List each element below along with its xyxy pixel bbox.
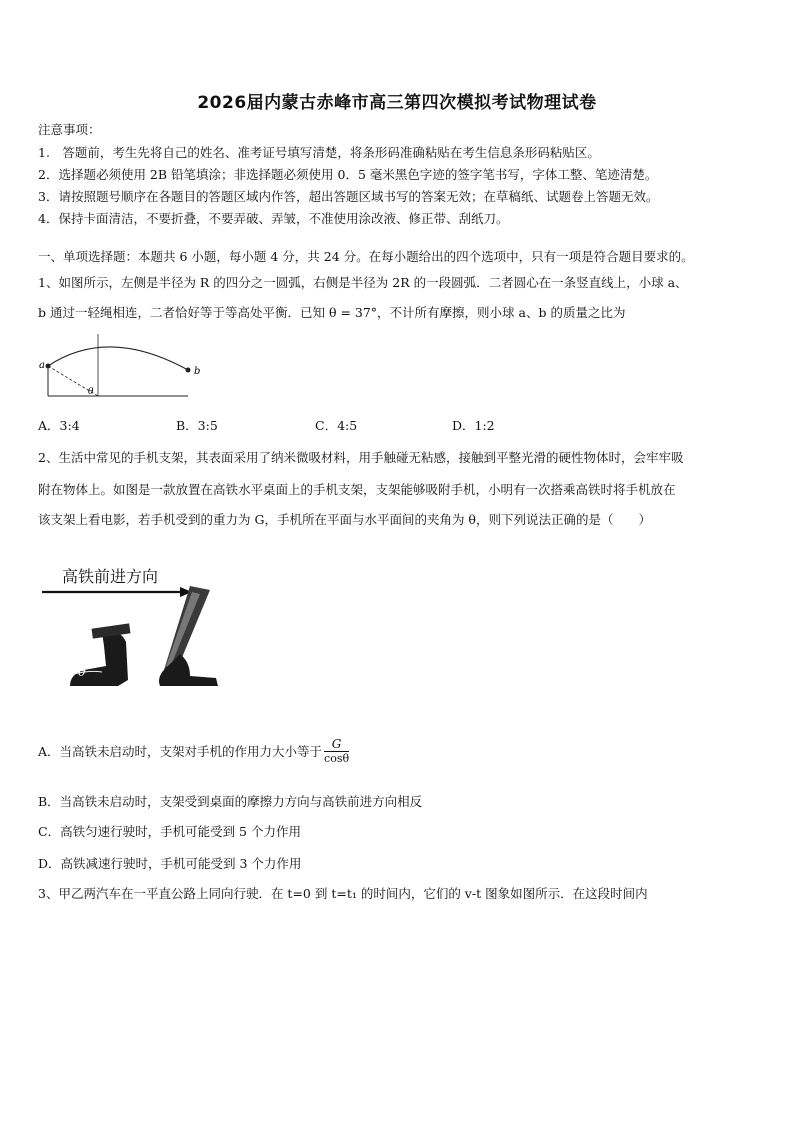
q2-option-c: C．高铁匀速行驶时，手机可能受到 5 个力作用 bbox=[38, 824, 301, 839]
notice-item-1: 1. 答题前，考生先将自己的姓名、准考证号填写清楚，将条形码准确粘贴在考生信息条形码粘贴区。 bbox=[38, 145, 600, 160]
notice-heading: 注意事项： bbox=[38, 122, 101, 137]
q1-option-d: D．1:2 bbox=[452, 418, 495, 433]
q2-phone-stand-figure bbox=[40, 562, 240, 702]
q2-text-line-2: 附在物体上。如图是一款放置在高铁水平桌面上的手机支架，支架能够吸附手机，小明有一次搭乘高铁时将手机放在 bbox=[38, 482, 676, 497]
ball-b bbox=[186, 368, 191, 373]
fraction-denominator: cosθ bbox=[324, 752, 350, 765]
notice-item-3: 3．请按照题号顺序在各题目的答题区域内作答，超出答题区域书写的答案无效；在草稿纸、试题卷上答题无效。 bbox=[38, 189, 659, 204]
q2-text-line-1: 2、生活中常见的手机支架，其表面采用了纳米微吸材料，用手触碰无粘感，接触到平整光滑的硬性物体时，会牢牢吸 bbox=[38, 450, 684, 465]
label-b: b bbox=[194, 366, 201, 377]
q1-option-b: B．3:5 bbox=[176, 418, 218, 433]
fraction-g-over-cos bbox=[324, 737, 349, 765]
q3-text-line-1: 3、甲乙两汽车在一平直公路上同向行驶．在 t=0 到 t=t₁ 的时间内，它们的 v-t 图象如图所示．在这段时间内 bbox=[38, 886, 648, 901]
q2-text-line-3: 该支架上看电影，若手机受到的重力为 G，手机所在平面与水平面间的夹角为 θ，则下列说法正确的是（ ） bbox=[38, 512, 651, 527]
label-a: a bbox=[39, 360, 45, 371]
notice-item-4: 4．保持卡面清洁，不要折叠，不要弄破、弄皱，不准使用涂改液、修正带、刮纸刀。 bbox=[38, 211, 509, 226]
q1-arc-figure bbox=[38, 332, 218, 400]
label-theta: θ bbox=[88, 387, 94, 397]
fig-theta-label: θ bbox=[78, 665, 86, 680]
page-title: 2026届内蒙古赤峰市高三第四次模拟考试物理试卷 bbox=[197, 93, 597, 113]
q2-option-b: B．当高铁未启动时，支架受到桌面的摩擦力方向与高铁前进方向相反 bbox=[38, 794, 423, 809]
notice-item-2: 2．选择题必须使用 2B 铅笔填涂；非选择题必须使用 0．5 毫米黑色字迹的签字笔书写，字体工整、笔迹清楚。 bbox=[38, 167, 658, 182]
large-arc bbox=[48, 347, 188, 370]
q2-option-d: D．高铁减速行驶时，手机可能受到 3 个力作用 bbox=[38, 856, 302, 871]
section-heading: 一、单项选择题：本题共 6 小题，每小题 4 分，共 24 分。在每小题给出的四个选项中，只有一项是符合题目要求的。 bbox=[38, 249, 694, 264]
ball-a bbox=[46, 364, 51, 369]
q2-option-a-text: A．当高铁未启动时，支架对手机的作用力大小等于 bbox=[38, 744, 323, 759]
direction-caption: 高铁前进方向 bbox=[62, 567, 159, 586]
q2-option-a bbox=[38, 738, 349, 764]
q1-text-line-2: b 通过一轻绳相连，二者恰好等于等高处平衡．已知 θ = 37°，不计所有摩擦，则小球 a、b 的质量之比为 bbox=[38, 305, 626, 320]
q1-option-c: C．4:5 bbox=[315, 418, 358, 433]
q1-text-line-1: 1、如图所示，左侧是半径为 R 的四分之一圆弧，右侧是半径为 2R 的一段圆弧．二者圆心在一条竖直线上，小球 a、 bbox=[38, 275, 688, 290]
fraction-numerator: G bbox=[324, 737, 349, 752]
q1-option-a: A．3:4 bbox=[38, 418, 80, 433]
